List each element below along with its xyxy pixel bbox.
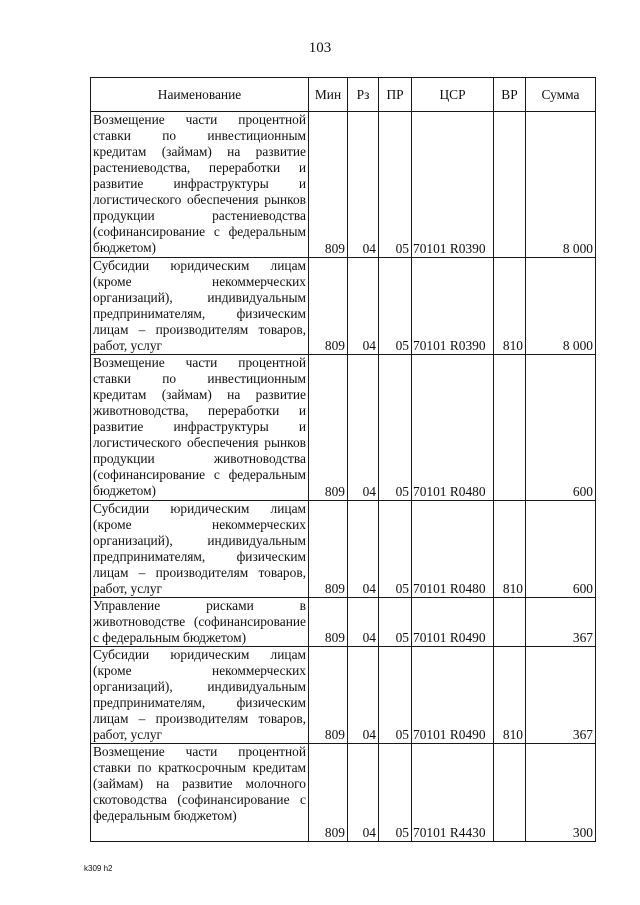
row-sum: 367: [526, 598, 596, 647]
row-name: Субсидии юридическим лицам (кроме некоммерческих организаций), индивидуальным предпринимателям, физическим лицам – производителям товаров, работ, услуг: [91, 647, 309, 744]
row-csr: 70101 R0480: [412, 501, 494, 598]
row-csr: 70101 R0490: [412, 598, 494, 647]
budget-table: [90, 77, 596, 842]
page-number: 103: [308, 40, 332, 56]
column-header-sum: Сумма: [526, 78, 596, 112]
row-csr: 70101 R0390: [412, 112, 494, 258]
row-min: 809: [309, 647, 348, 744]
table-header-row: [91, 78, 596, 112]
row-min: 809: [309, 355, 348, 501]
row-vr: [494, 598, 526, 647]
row-csr: 70101 R4430: [412, 744, 494, 842]
row-name: Субсидии юридическим лицам (кроме некоммерческих организаций), индивидуальным предпринимателям, физическим лицам – производителям товаров, работ, услуг: [91, 501, 309, 598]
row-rz: 04: [348, 355, 379, 501]
row-sum: 8 000: [526, 112, 596, 258]
row-vr: 810: [494, 501, 526, 598]
row-vr: 810: [494, 258, 526, 355]
row-name: Возмещение части процентной ставки по краткосрочным кредитам (займам) на развитие молочного скотоводства (софинансирование с федеральным бюджетом): [91, 744, 309, 842]
row-pr: 05: [379, 744, 412, 842]
row-pr: 05: [379, 258, 412, 355]
row-min: 809: [309, 501, 348, 598]
table-row: [91, 501, 596, 598]
table-row: [91, 355, 596, 501]
row-rz: 04: [348, 112, 379, 258]
row-min: 809: [309, 598, 348, 647]
row-pr: 05: [379, 112, 412, 258]
row-vr: 810: [494, 647, 526, 744]
row-name: Субсидии юридическим лицам (кроме некоммерческих организаций), индивидуальным предпринимателям, физическим лицам – производителям товаров, работ, услуг: [91, 258, 309, 355]
row-min: 809: [309, 112, 348, 258]
row-rz: 04: [348, 258, 379, 355]
row-name: Управление рисками в животноводстве (софинансирование с федеральным бюджетом): [91, 598, 309, 647]
column-header-rz: Рз: [348, 78, 379, 112]
row-min: 809: [309, 258, 348, 355]
column-header-csr: ЦСР: [412, 78, 494, 112]
row-sum: 300: [526, 744, 596, 842]
row-sum: 600: [526, 501, 596, 598]
table-row: [91, 598, 596, 647]
row-name: Возмещение части процентной ставки по инвестиционным кредитам (займам) на развитие животноводства, переработки и развитие инфраструктуры и логистического обеспечения рынков продукции животноводства (софинансирование с федеральным бюджетом): [91, 355, 309, 501]
row-vr: [494, 112, 526, 258]
table-row: [91, 112, 596, 258]
row-csr: 70101 R0490: [412, 647, 494, 744]
row-name: Возмещение части процентной ставки по инвестиционным кредитам (займам) на развитие растениеводства, переработки и развитие инфраструктуры и логистического обеспечения рынков продукции растениеводства (софинансирование с федеральным бюджетом): [91, 112, 309, 258]
column-header-min: Мин: [309, 78, 348, 112]
row-pr: 05: [379, 647, 412, 744]
row-csr: 70101 R0480: [412, 355, 494, 501]
table-row: [91, 744, 596, 842]
row-csr: 70101 R0390: [412, 258, 494, 355]
row-pr: 05: [379, 598, 412, 647]
row-rz: 04: [348, 744, 379, 842]
row-pr: 05: [379, 501, 412, 598]
row-rz: 04: [348, 598, 379, 647]
document-code: k309 h2: [84, 864, 113, 873]
column-header-vr: ВР: [494, 78, 526, 112]
row-pr: 05: [379, 355, 412, 501]
row-sum: 367: [526, 647, 596, 744]
row-rz: 04: [348, 647, 379, 744]
row-sum: 8 000: [526, 258, 596, 355]
row-vr: [494, 355, 526, 501]
row-vr: [494, 744, 526, 842]
row-sum: 600: [526, 355, 596, 501]
table-row: [91, 258, 596, 355]
row-rz: 04: [348, 501, 379, 598]
table-row: [91, 647, 596, 744]
column-header-name: Наименование: [91, 78, 309, 112]
row-min: 809: [309, 744, 348, 842]
column-header-pr: ПР: [379, 78, 412, 112]
